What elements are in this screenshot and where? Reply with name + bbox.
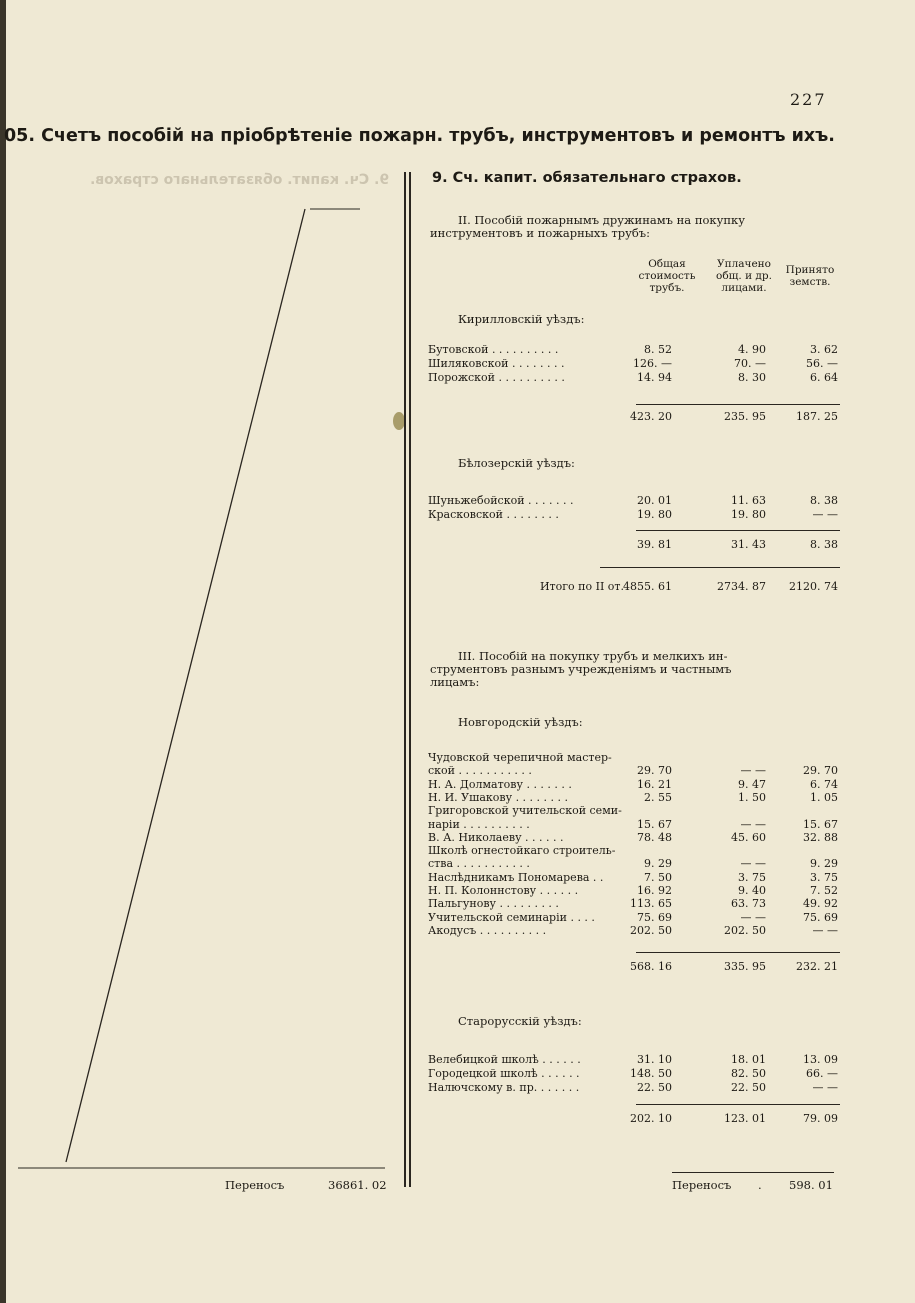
grand-total-row	[428, 580, 840, 594]
col-head-paid-line3: лицами.	[721, 282, 767, 294]
table-row	[428, 911, 840, 924]
table-row	[428, 1067, 840, 1080]
grand-total-c1: 4855. 61	[623, 580, 672, 593]
row-value-c3: 66. —	[806, 1067, 838, 1080]
starorussk-sum-rule	[636, 1104, 840, 1105]
row-value-c3: 29. 70	[803, 764, 838, 778]
row-value-c1: 15. 67	[637, 817, 672, 831]
row-name: Школѣ огнестойкаго строитель-	[428, 844, 616, 858]
row-name: Учительской семинаріи . . . .	[428, 910, 595, 924]
row-value-c2: 9. 40	[738, 884, 766, 897]
table-row	[428, 371, 840, 384]
row-name: В. А. Николаеву . . . . . .	[428, 830, 564, 844]
row-name: Н. П. Колоннстову . . . . . .	[428, 884, 579, 897]
row-value-c2: 202. 50	[724, 923, 766, 937]
row-value-c2: 11. 63	[731, 494, 766, 507]
row-value-c2: 70. —	[734, 357, 766, 370]
row-value-c2: 82. 50	[731, 1067, 766, 1080]
novgorod-total-row	[428, 960, 840, 974]
row-name: Чудовской черепичной мастер-	[428, 751, 612, 764]
row-value-c2: — —	[740, 910, 766, 924]
table-row	[428, 924, 840, 937]
col-head-paid-line1: Уплачено	[717, 258, 771, 270]
grand-total-c2: 2734. 87	[717, 580, 766, 593]
table-row	[428, 751, 840, 764]
row-value-c1: 126. —	[633, 357, 672, 370]
novgorod-total-c1: 568. 16	[630, 960, 672, 973]
row-name: Бутовской . . . . . . . . . .	[428, 343, 559, 356]
table-row	[428, 778, 840, 791]
row-name: Налючскому в. пр. . . . . . .	[428, 1081, 580, 1094]
row-name: наріи . . . . . . . . . .	[428, 817, 530, 831]
row-value-c2: 9. 47	[738, 777, 766, 791]
table-row	[428, 1053, 840, 1066]
row-value-c1: 14. 94	[637, 371, 672, 384]
row-value-c3: 49. 92	[803, 897, 838, 911]
row-value-c1: 9. 29	[644, 857, 672, 871]
row-value-c3: — —	[812, 1081, 838, 1094]
novgorod-total-c3: 232. 21	[796, 960, 838, 973]
row-name: Пальгунову . . . . . . . . .	[428, 897, 559, 911]
row-value-c1: 7. 50	[644, 870, 672, 884]
row-value-c1: 20. 01	[637, 494, 672, 507]
novgorod-sum-rule	[636, 952, 840, 953]
row-name: Шиляковской . . . . . . . .	[428, 357, 565, 370]
row-name: Н. И. Ушакову . . . . . . . .	[428, 790, 569, 804]
starorussk-total-c2: 123. 01	[724, 1112, 766, 1125]
table-row	[428, 357, 840, 370]
row-value-c1: 78. 48	[637, 830, 672, 844]
row-value-c2: 1. 50	[738, 790, 766, 804]
row-name: Акодусъ . . . . . . . . . .	[428, 923, 547, 937]
row-value-c3: 7. 52	[810, 884, 838, 897]
carry-rule-right	[672, 1172, 834, 1173]
kirillov-total-row	[428, 410, 840, 424]
block3-title-line2: струментовъ разнымъ учрежденіямъ и частнымъ	[430, 662, 732, 676]
row-value-c2: — —	[740, 764, 766, 778]
row-name: ства . . . . . . . . . . .	[428, 857, 530, 871]
row-value-c2: 4. 90	[738, 343, 766, 356]
table-row	[428, 764, 840, 777]
grand-total-label: Итого по II от.	[539, 580, 624, 593]
row-value-c2: — —	[740, 857, 766, 871]
belozersk-total-c3: 8. 38	[810, 538, 838, 551]
row-name: Н. А. Долматову . . . . . . .	[428, 777, 572, 791]
table-row	[428, 804, 840, 817]
col-head-total-cost-line1: Общая	[648, 258, 686, 270]
col-head-accepted-line2: земств.	[789, 276, 831, 288]
col-head-accepted-line1: Принято	[785, 264, 835, 276]
starorussk-total-c1: 202. 10	[630, 1112, 672, 1125]
table-row	[428, 844, 840, 857]
table-row	[428, 831, 840, 844]
belozersk-total-c2: 31. 43	[731, 538, 766, 551]
row-value-c3: 15. 67	[803, 817, 838, 831]
row-value-c3: 9. 29	[810, 857, 838, 871]
table-row	[428, 818, 840, 831]
row-value-c2: 19. 80	[731, 508, 766, 521]
row-value-c2: 45. 60	[731, 830, 766, 844]
row-value-c3: 56. —	[806, 357, 838, 370]
row-value-c3: 75. 69	[803, 910, 838, 924]
col-head-total-cost	[636, 258, 698, 294]
kirillov-sum-rule	[636, 404, 840, 405]
row-value-c3: 3. 62	[810, 343, 838, 356]
row-value-c1: 148. 50	[630, 1067, 672, 1080]
block2-title-line2: инструментовъ и пожарныхъ трубъ:	[430, 226, 650, 240]
belozersk-total-c1: 39. 81	[637, 538, 672, 551]
district-belozersk: Бѣлозерскій уѣздъ:	[458, 456, 575, 470]
block3-title	[430, 650, 810, 689]
row-value-c3: 13. 09	[803, 1053, 838, 1066]
page-number: 227	[790, 90, 827, 109]
right-carry-value: 598. 01	[789, 1178, 833, 1192]
row-value-c3: 32. 88	[803, 830, 838, 844]
row-value-c3: 1. 05	[810, 790, 838, 804]
row-name: Городецкой школѣ . . . . . .	[428, 1067, 580, 1080]
row-value-c1: 8. 52	[644, 343, 672, 356]
row-value-c2: 22. 50	[731, 1081, 766, 1094]
col-head-total-cost-line2: стоимость	[638, 270, 696, 282]
row-name: Велебицкой школѣ . . . . . .	[428, 1053, 581, 1066]
row-value-c3: 8. 38	[810, 494, 838, 507]
row-value-c3: — —	[812, 508, 838, 521]
table-row	[428, 884, 840, 897]
kirillov-total-c2: 235. 95	[724, 410, 766, 423]
district-novgorod: Новгородскій уѣздъ:	[458, 715, 583, 729]
col-head-accepted	[780, 264, 840, 288]
right-carry-label: Переносъ	[672, 1178, 732, 1192]
row-value-c2: 8. 30	[738, 371, 766, 384]
left-carry-label: Переносъ	[225, 1178, 285, 1192]
diagonal-strike-line	[66, 209, 305, 1162]
row-value-c1: 22. 50	[637, 1081, 672, 1094]
row-value-c1: 75. 69	[637, 910, 672, 924]
row-value-c3: 6. 74	[810, 777, 838, 791]
grand-total-rule	[600, 567, 840, 568]
bleed-through-title: 9. Сч. капит. обязательнаго страхов.	[90, 172, 390, 188]
table-row	[428, 1081, 840, 1094]
block3-title-line1: III. Пособій на покупку трубъ и мелкихъ ин-	[458, 649, 728, 663]
row-name: Красковской . . . . . . . .	[428, 508, 559, 521]
section-title: 9. Сч. капит. обязательнаго страхов.	[432, 170, 742, 186]
kirillov-total-c1: 423. 20	[630, 410, 672, 423]
row-value-c1: 19. 80	[637, 508, 672, 521]
row-name: ской . . . . . . . . . . .	[428, 764, 532, 778]
row-value-c1: 31. 10	[637, 1053, 672, 1066]
table-row	[428, 857, 840, 870]
col-head-total-cost-line3: трубъ.	[649, 282, 685, 294]
row-value-c1: 2. 55	[644, 790, 672, 804]
row-name: Григоровской учительской семи-	[428, 804, 622, 818]
right-carry-dot: .	[758, 1178, 762, 1192]
kirillov-total-c3: 187. 25	[796, 410, 838, 423]
row-name: Наслѣдникамъ Пономарева . .	[428, 870, 604, 884]
row-value-c3: 3. 75	[810, 870, 838, 884]
row-value-c3: — —	[812, 923, 838, 937]
block2-title	[430, 214, 810, 240]
district-starorussk: Старорусскій уѣздъ:	[458, 1014, 582, 1028]
row-value-c3: 6. 64	[810, 371, 838, 384]
table-row	[428, 791, 840, 804]
grand-total-c3: 2120. 74	[789, 580, 838, 593]
novgorod-total-c2: 335. 95	[724, 960, 766, 973]
starorussk-total-row	[428, 1112, 840, 1126]
col-head-paid	[708, 258, 780, 294]
row-value-c1: 202. 50	[630, 923, 672, 937]
row-value-c1: 29. 70	[637, 764, 672, 778]
row-value-c1: 16. 92	[637, 884, 672, 897]
table-row	[428, 897, 840, 910]
col-head-paid-line2: общ. и др.	[716, 270, 772, 282]
table-row	[428, 508, 840, 521]
table-row	[428, 494, 840, 507]
row-value-c2: 3. 75	[738, 870, 766, 884]
row-value-c2: 63. 73	[731, 897, 766, 911]
row-name: Порожской . . . . . . . . . .	[428, 371, 565, 384]
row-value-c2: — —	[740, 817, 766, 831]
belozersk-total-row	[428, 538, 840, 552]
row-value-c1: 113. 65	[630, 897, 672, 911]
row-value-c2: 18. 01	[731, 1053, 766, 1066]
district-kirillov: Кирилловскій уѣздъ:	[458, 312, 585, 326]
left-carry-value: 36861. 02	[328, 1178, 387, 1192]
belozersk-sum-rule	[636, 530, 840, 531]
table-row	[428, 343, 840, 356]
row-name: Шуньжебойской . . . . . . .	[428, 494, 574, 507]
table-row	[428, 871, 840, 884]
row-value-c1: 16. 21	[637, 777, 672, 791]
block2-title-line1: II. Пособій пожарнымъ дружинамъ на покупку	[458, 213, 745, 227]
block3-title-line3: лицамъ:	[430, 675, 480, 689]
main-title: 05. Счетъ пособій на пріобрѣтеніе пожарн. трубъ, инструментовъ и ремонтъ ихъ.	[4, 126, 835, 146]
starorussk-total-c3: 79. 09	[803, 1112, 838, 1125]
